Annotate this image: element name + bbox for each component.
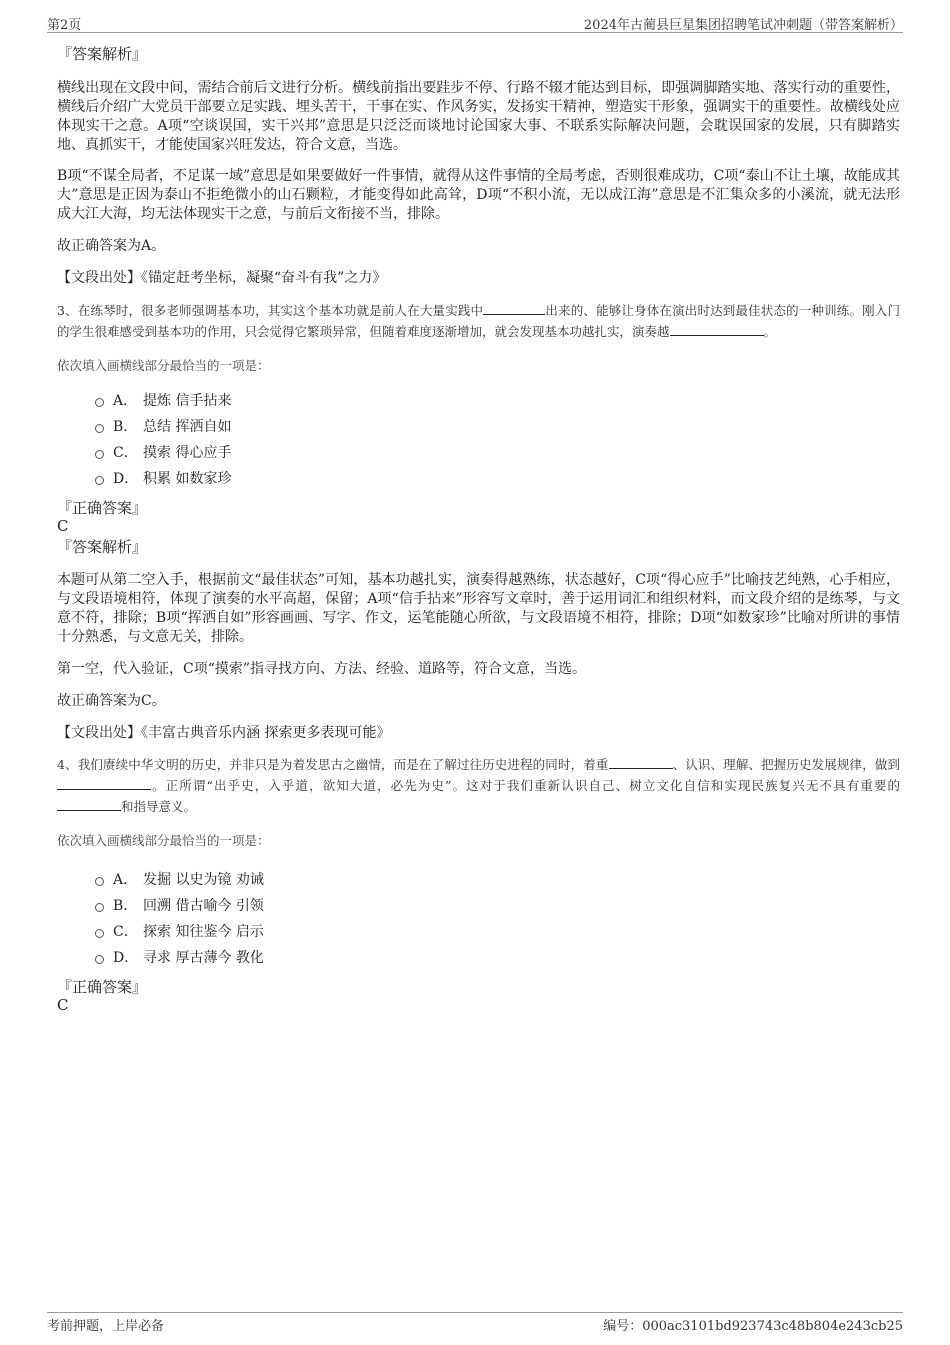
option-b[interactable]: B． 总结 挥洒自如 (95, 413, 900, 439)
correct-answer-label: 『正确答案』 (57, 499, 148, 517)
answer-conclusion: 故正确答案为C。 (57, 693, 166, 709)
option-c[interactable]: C． 摸索 得心应手 (95, 439, 900, 465)
page-header (47, 14, 903, 33)
source-citation: 【文段出处】《丰富古典音乐内涵 探索更多表现可能》 (57, 725, 391, 741)
question-prompt: 依次填入画横线部分最恰当的一项是： (57, 833, 270, 848)
source-citation: 【文段出处】《锚定赶考坐标，凝聚“奋斗有我”之力》 (57, 270, 387, 286)
page-footer (47, 1312, 903, 1334)
radio-icon[interactable] (95, 398, 104, 407)
radio-icon[interactable] (95, 955, 104, 964)
radio-icon[interactable] (95, 476, 104, 485)
analysis-label: 『答案解析』 (57, 45, 148, 63)
radio-icon[interactable] (95, 450, 104, 459)
document-id: 编号：000ac3101bd923743c48b804e243cb25 (603, 1319, 903, 1334)
question-3: 3、在练琴时，很多老师强调基本功，其实这个基本功就是前人在大量实践中 出来的、能够让身体在演出时达到最佳状态的一种训练。刚入门的学生很难感受到基本功的作用，只会觉得它繁琐异常，但随着难度逐渐增加，就会发现基本功越扎实，演奏越 。 (57, 303, 900, 339)
option-d[interactable]: D． 寻求 厚古薄今 教化 (95, 944, 900, 970)
question-prompt: 依次填入画横线部分最恰当的一项是： (57, 358, 270, 373)
correct-answer-label: 『正确答案』 (57, 978, 148, 996)
correct-answer: C (57, 517, 69, 535)
answer-conclusion: 故正确答案为A。 (57, 238, 166, 254)
page-number: 第2页 (47, 18, 82, 33)
option-b[interactable]: B． 回溯 借古喻今 引领 (95, 892, 900, 918)
correct-answer: C (57, 996, 69, 1014)
radio-icon[interactable] (95, 929, 104, 938)
option-a[interactable]: A． 提炼 信手拈来 (95, 387, 900, 413)
analysis-paragraph: 第一空，代入验证，C项“摸索”指寻找方向、方法、经验、道路等，符合文意，当选。 (57, 661, 587, 677)
options-list (57, 866, 900, 970)
document-title: 2024年古蔺县巨星集团招聘笔试冲刺题（带答案解析） (583, 18, 903, 33)
radio-icon[interactable] (95, 903, 104, 912)
blank-line (609, 756, 673, 769)
radio-icon[interactable] (95, 877, 104, 886)
analysis-paragraph: 横线出现在文段中间，需结合前后文进行分析。横线前指出要跬步不停、行路不辍才能达到目标，即强调脚踏实地、落实行动的重要性，横线后介绍广大党员干部要立足实践、埋头苦干，干事在实、作风务实，发扬实干精神，塑造实干形象，强调实干的重要性。故横线处应体现实干之意。A项“空谈误国，实干兴邦”意思是只泛泛而谈地讨论国家大事、不联系实际解决问题，会耽误国家的发展，只有脚踏实地、真抓实干，才能使国家兴旺发达，符合文意，当选。 (57, 80, 900, 153)
analysis-paragraph: 本题可从第二空入手，根据前文“最佳状态”可知，基本功越扎实，演奏得越熟练，状态越好，C项“得心应手”比喻技艺纯熟，心手相应，与文段语境相符，体现了演奏的水平高超，保留；A项“信手拈来”形容写文章时，善于运用词汇和组织材料，而文段介绍的是练琴，与文意不符，排除；B项“挥洒自如”形容画画、写字、作文，运笔能随心所欲，与文段语境不相符，排除；D项“如数家珍”比喻对所讲的事情十分熟悉，与文意无关，排除。 (57, 572, 900, 645)
analysis-paragraph: B项“不谋全局者，不足谋一域”意思是如果要做好一件事情，就得从这件事情的全局考虑，否则很难成功，C项“泰山不让土壤，故能成其大”意思是正因为泰山不拒绝微小的山石颗粒，才能变得如此高耸，D项“不积小流，无以成江海”意思是不汇集众多的小溪流，就无法形成大江大海，均无法体现实干之意，与前后文衔接不当，排除。 (57, 168, 900, 222)
blank-line (57, 777, 151, 790)
blank-line (483, 302, 545, 315)
option-a[interactable]: A． 发掘 以史为镜 劝诫 (95, 866, 900, 892)
blank-line (57, 798, 121, 811)
options-list (57, 387, 900, 491)
radio-icon[interactable] (95, 424, 104, 433)
analysis-label: 『答案解析』 (57, 538, 148, 556)
question-4: 4、我们赓续中华文明的历史，并非只是为着发思古之幽情，而是在了解过往历史进程的同时，着重 、认识、理解、把握历史发展规律，做到。正所谓“出乎史，入乎道，欲知大道，必先为史”。这对于我们重新认识自己、树立文化自信和实现民族复兴无不具有重要的和指导意义。 (57, 757, 900, 814)
option-d[interactable]: D． 积累 如数家珍 (95, 465, 900, 491)
document-body (57, 44, 900, 1014)
blank-line (670, 323, 764, 336)
footer-slogan: 考前押题，上岸必备 (47, 1319, 165, 1334)
option-c[interactable]: C． 探索 知往鉴今 启示 (95, 918, 900, 944)
